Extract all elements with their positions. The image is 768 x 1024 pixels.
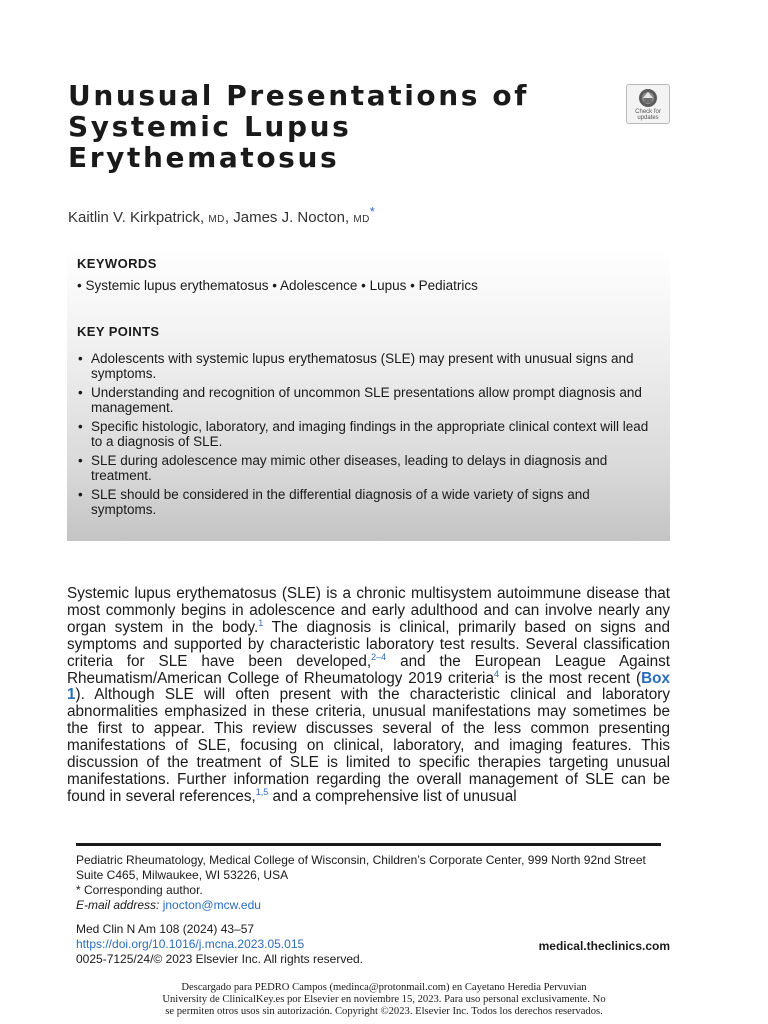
key-point-item: • SLE during adolescence may mimic other diseases, leading to delays in diagnosis and treatment. <box>77 453 649 483</box>
key-point-item: • Specific histologic, laboratory, and imaging findings in the appropriate clinical context will lead to a diagnosis of SLE. <box>77 419 649 449</box>
title-line-1: Unusual Presentations of <box>68 79 530 112</box>
author-name: James J. Nocton, <box>233 209 350 226</box>
email-link[interactable]: jnocton@mcw.edu <box>162 898 261 912</box>
box-1-link[interactable]: Box 1 <box>67 669 670 704</box>
author-degree: MD <box>353 214 370 225</box>
article-title <box>68 80 588 173</box>
check-for-updates-button[interactable] <box>626 84 670 124</box>
keywords-keypoints-box <box>67 248 670 541</box>
author-degree: MD <box>208 214 225 225</box>
key-point-item: • Understanding and recognition of uncommon SLE presentations allow prompt diagnosis and management. <box>77 385 649 415</box>
key-point-item: • Adolescents with systemic lupus erythematosus (SLE) may present with unusual signs and symptoms. <box>77 351 649 381</box>
corresponding-author-marker[interactable]: * <box>369 205 375 219</box>
doi-link[interactable]: https://doi.org/10.1016/j.mcna.2023.05.015 <box>76 937 305 951</box>
journal-website[interactable]: medical.theclinics.com <box>538 939 670 953</box>
affiliation-text: Pediatric Rheumatology, Medical College of Wisconsin, Children’s Corporate Center, 999 North 92nd Street Suite C465, Milwaukee, WI 53226, USA <box>76 853 646 882</box>
crossmark-icon <box>637 88 659 108</box>
corresponding-author-note: * Corresponding author. <box>76 883 203 897</box>
copyright-line: 0025-7125/24/© 2023 Elsevier Inc. All rights reserved. <box>76 952 364 966</box>
key-point-item: • SLE should be considered in the differential diagnosis of a wide variety of signs and symptoms. <box>77 487 649 517</box>
download-notice-line: University de ClinicalKey.es por Elsevier en noviembre 15, 2023. Para uso personal exclusivamente. No <box>162 994 606 1005</box>
check-for-updates-label: Check for updates <box>635 109 661 121</box>
title-line-3: Erythematosus <box>68 141 340 174</box>
keywords-heading: KEYWORDS <box>77 256 157 271</box>
download-notice-line: Descargado para PEDRO Campos (medinca@protonmail.com) en Cayetano Heredia Pervuvian <box>181 982 587 993</box>
reference-link[interactable]: 1,5 <box>255 786 269 797</box>
email-line <box>76 898 676 913</box>
email-label: E-mail address: <box>76 898 160 912</box>
download-notice-line: se permiten otros usos sin autorización. Copyright ©2023. Elsevier Inc. Todos los derechos reservados. <box>165 1006 603 1017</box>
keywords-list: • Systemic lupus erythematosus • Adolescence • Lupus • Pediatrics <box>77 278 478 293</box>
reference-link[interactable]: 4 <box>493 668 499 679</box>
reference-link[interactable]: 1 <box>258 617 264 628</box>
title-line-2: Systemic Lupus <box>68 110 352 143</box>
download-notice <box>0 982 768 1018</box>
footnote-divider <box>76 843 661 846</box>
author-separator: , <box>224 209 230 226</box>
intro-paragraph: Systemic lupus erythematosus (SLE) is a chronic multisystem autoimmune disease that most commonly begins in adolescence and early adulthood and can involve nearly any organ system in the body.$^1$ The diagnosis is clinical, primarily based on signs and symptoms and supported by characteristic laboratory test results. Several classification criteria for SLE have been developed,$^{2-4}$ and the European League Against Rheumatism/American College of Rheumatology 2019 criteria$^4$ is the most recent (Box 1). Although SLE will often present with the characteristic clinical and laboratory abnormalities emphasized in these criteria, unusual manifestations may sometimes be the first to appear. This review discusses several of the less common presenting manifestations of SLE, focusing on clinical, laboratory, and imaging features. This discussion of the treatment of SLE is limited to specific therapies targeting unusual manifestations. Further information regarding the overall management of SLE can be found in several references,$^{1,5}$ and a comprehensive list of unusual <box>67 585 670 805</box>
key-points-heading: KEY POINTS <box>77 324 160 339</box>
journal-citation: Med Clin N Am 108 (2024) 43–57 <box>76 922 255 936</box>
affiliation-block <box>76 853 676 913</box>
author-name: Kaitlin V. Kirkpatrick, <box>68 209 205 226</box>
key-points-list <box>77 351 649 521</box>
author-line <box>68 205 375 226</box>
reference-link[interactable]: 2–4 <box>371 651 387 662</box>
